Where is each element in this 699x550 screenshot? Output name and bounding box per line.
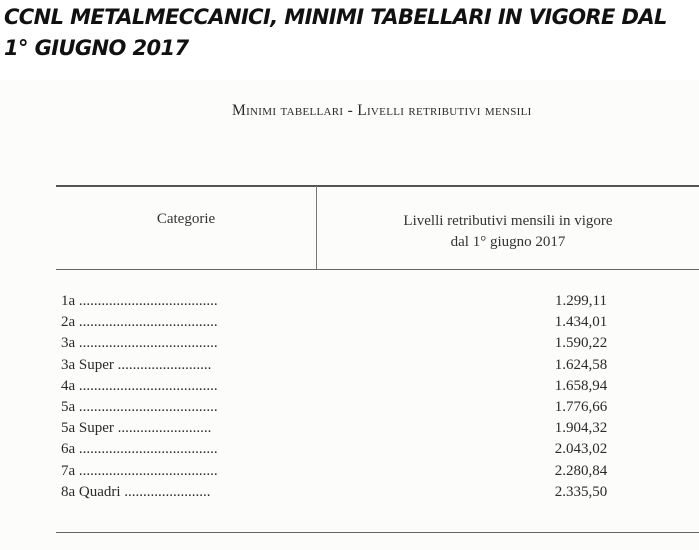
header-levels-line2: dal 1° giugno 2017 [450,234,566,250]
row-value: 1.624,58 [554,356,608,373]
row-value: 1.776,66 [554,398,608,415]
row-value: 2.335,50 [554,483,608,500]
table-row [61,376,661,397]
row-category: 7a ..................................... [61,462,218,479]
table-row [61,439,661,460]
row-value: 1.658,94 [554,377,608,394]
row-category: 5a ..................................... [61,398,218,415]
table-row [61,482,661,503]
table-subtitle: Minimi tabellari - Livelli retributivi mensili [232,102,532,119]
table-row [61,355,661,376]
article-headline: CCNL METALMECCANICI, MINIMI TABELLARI IN VIGORE DAL 1° GIUGNO 2017 [4,5,667,60]
row-category: 5a Super ......................... [61,420,212,437]
row-value: 1.434,01 [554,314,608,331]
header-bottom-rule [56,269,699,270]
table-row [61,291,661,312]
row-category: 2a ..................................... [61,314,218,331]
table-row [61,461,661,482]
scanned-table-image [0,80,699,550]
header-levels [317,211,699,253]
row-category: 8a Quadri ....................... [61,483,211,500]
table-row [61,418,661,439]
row-value: 2.280,84 [554,462,608,479]
table-row [61,333,661,354]
table-body [61,291,661,503]
row-category: 1a ..................................... [61,293,218,309]
table-row [61,397,661,418]
row-value: 1.299,11 [555,293,607,309]
row-category: 4a ..................................... [61,377,218,394]
row-value: 2.043,02 [554,441,608,458]
table-top-rule [56,185,699,187]
row-value: 1.590,22 [554,335,608,352]
row-category: 3a Super ......................... [61,356,212,373]
row-category: 6a ..................................... [61,441,218,458]
row-value: 1.904,32 [554,420,608,437]
table-row [61,312,661,333]
table-bottom-rule [56,532,699,533]
header-levels-line1: Livelli retributivi mensili in vigore [403,213,613,229]
header-categories: Categorie [156,211,216,227]
row-category: 3a ..................................... [61,335,218,352]
